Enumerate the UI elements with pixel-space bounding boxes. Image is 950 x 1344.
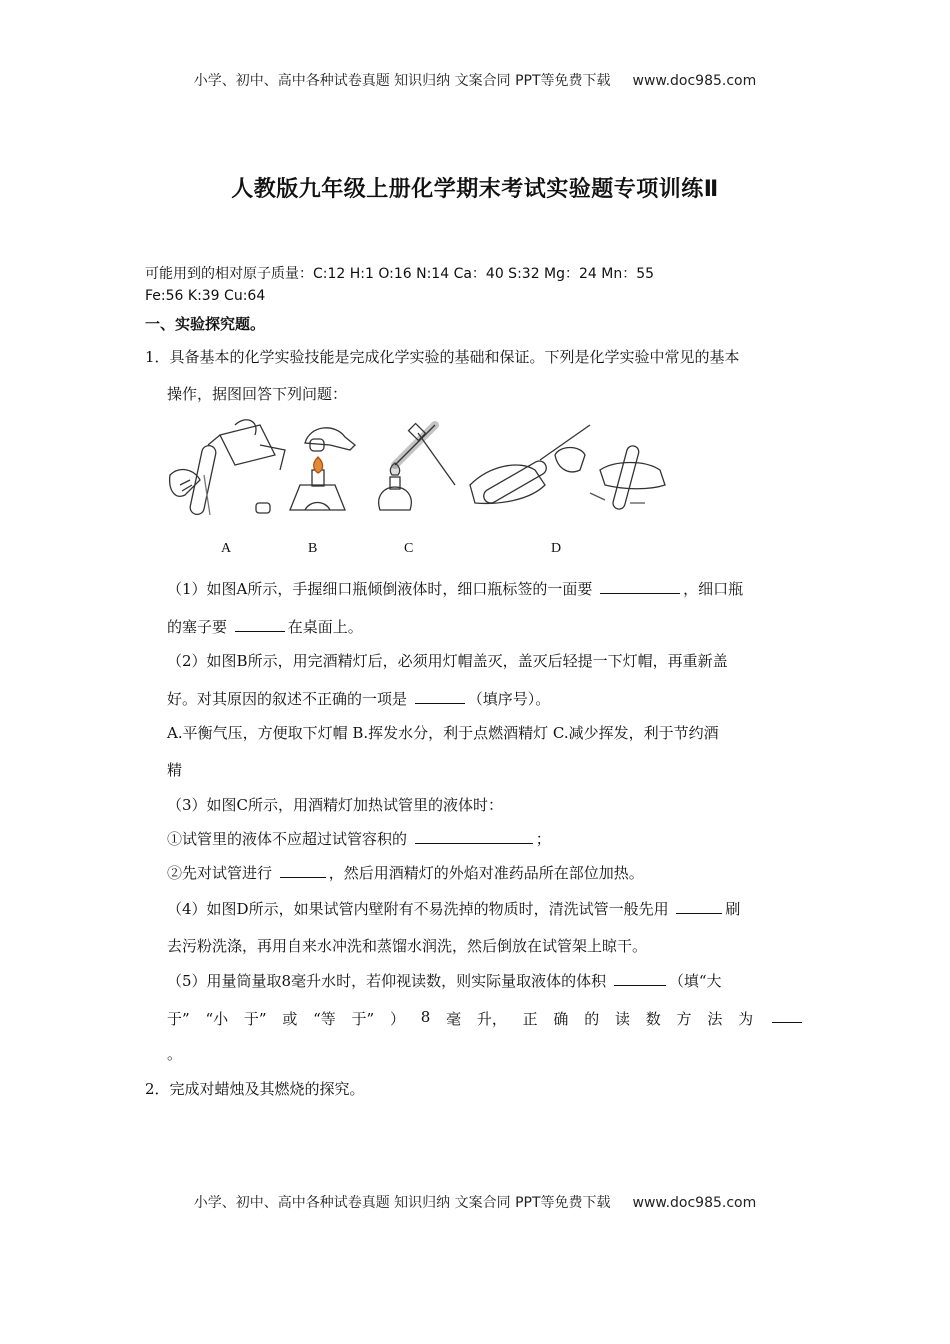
q2-stem: 2．完成对蜡烛及其燃烧的探究。: [145, 1080, 365, 1098]
q1-part2-line-1: （2）如图B所示，用完酒精灯后，必须用灯帽盖灭，盖灭后轻提一下灯帽，再重新盖: [167, 652, 728, 670]
header-text: 小学、初中、高中各种试卷真题 知识归纳 文案合同 PPT等免费下载: [193, 73, 611, 89]
lab-operations-figure: [160, 415, 690, 525]
answer-blank-actual-volume[interactable]: [614, 971, 666, 986]
q1-part3-item-2: ②先对试管进行 ，然后用酒精灯的外焰对准药品所在部位加热。: [167, 864, 644, 882]
header-site-link[interactable]: www.doc985.com: [632, 73, 757, 89]
q1-part5-line-2: 于” “小 于” 或 “等 于” ） 8 毫 升， 正 确 的 读 数 方 法 为: [167, 1008, 805, 1029]
q1-part4-line-2: 去污粉洗涤，再用自来水冲洗和蒸馏水润洗，然后倒放在试管架上晾干。: [167, 937, 648, 955]
q1-part3-heading: （3）如图C所示，用酒精灯加热试管里的液体时：: [167, 796, 504, 814]
answer-blank-brush[interactable]: [676, 899, 722, 914]
q1-part2-options-cont: 精: [167, 761, 183, 779]
footer-site-link[interactable]: www.doc985.com: [632, 1195, 757, 1211]
figure-label-b: B: [308, 541, 318, 556]
q1-stem-line-1: 1．具备基本的化学实验技能是完成化学实验的基础和保证。下列是化学实验中常见的基本: [145, 348, 740, 366]
answer-blank-stopper[interactable]: [235, 617, 285, 632]
figure-b-alcohol-lamp: [290, 428, 355, 510]
page-title: 人教版九年级上册化学期末考试实验题专项训练Ⅱ: [231, 177, 719, 202]
q1-part3-item-1: ①试管里的液体不应超过试管容积的 ；: [167, 830, 551, 848]
section-heading: 一、实验探究题。: [145, 315, 266, 333]
figure-c-heating-test-tube: [379, 424, 455, 510]
q1-part1-line-1: （1）如图A所示，手握细口瓶倾倒液体时，细口瓶标签的一面要 ，细口瓶: [167, 580, 744, 598]
page-footer: [0, 1192, 950, 1212]
figure-d-cleaning-test-tube: [470, 425, 665, 510]
answer-blank-reading-method[interactable]: [772, 1008, 802, 1023]
q1-stem-line-2: 操作，据图回答下列问题：: [167, 385, 348, 403]
footer-text: 小学、初中、高中各种试卷真题 知识归纳 文案合同 PPT等免费下载: [193, 1195, 611, 1211]
figure-label-d: D: [551, 541, 562, 556]
atomic-mass-line-1: 可能用到的相对原子质量：C:12 H:1 O:16 N:14 Ca：40 S:32 Mg：24 Mn：55: [145, 266, 655, 282]
q1-part5-line-1: （5）用量筒量取8毫升水时，若仰视读数，则实际量取液体的体积 （填“大: [167, 972, 722, 990]
answer-blank-volume-fraction[interactable]: [415, 829, 533, 844]
q1-part5-line-3: 。: [167, 1045, 183, 1063]
answer-blank-preheat[interactable]: [280, 863, 326, 878]
page-header: [0, 70, 950, 90]
q1-part1-line-2: 的塞子要 在桌面上。: [167, 618, 363, 636]
answer-blank-incorrect-option[interactable]: [415, 689, 465, 704]
q1-part2-options: A.平衡气压，方便取下灯帽 B.挥发水分，利于点燃酒精灯 C.减少挥发，利于节约酒: [167, 724, 719, 742]
atomic-mass-line-2: Fe:56 K:39 Cu:64: [145, 288, 266, 304]
figure-label-c: C: [404, 541, 414, 556]
figure-label-a: A: [221, 541, 232, 556]
q1-part2-line-2: 好。对其原因的叙述不正确的一项是 （填序号）。: [167, 690, 551, 708]
answer-blank-label-side[interactable]: [600, 579, 680, 594]
figure-a-pouring-liquid: [170, 420, 285, 516]
q1-part4-line-1: （4）如图D所示，如果试管内壁附有不易洗掉的物质时，清洗试管一般先用 刷: [167, 900, 741, 918]
